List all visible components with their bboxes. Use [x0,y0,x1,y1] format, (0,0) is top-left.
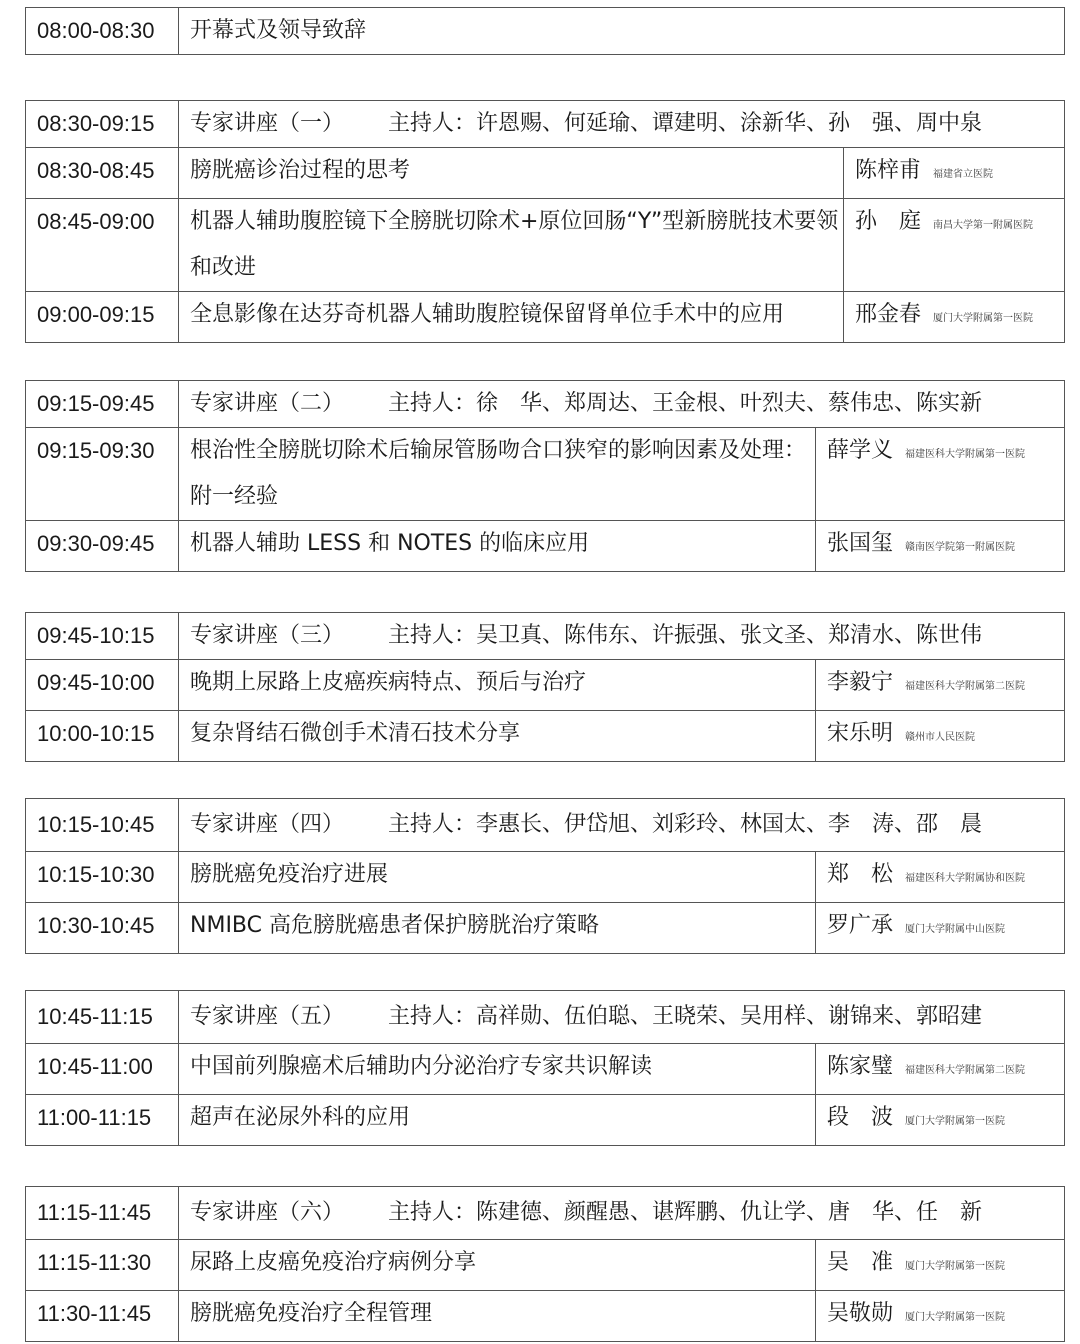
speaker-hospital: 厦门大学附属第一医院 [905,1312,1006,1323]
talk-topic: 机器人辅助 LESS 和 NOTES 的临床应用 [179,521,816,572]
talk-time: 08:30-08:45 [26,148,179,199]
speaker-name: 陈梓甫 [855,158,922,183]
session-block [25,798,1065,954]
session-title: 专家讲座（一） [190,111,345,136]
speaker-name: 张国玺 [827,531,894,556]
speaker-name: 罗广承 [827,913,894,938]
table-row [26,521,1065,572]
session-title: 专家讲座（四） [190,812,345,837]
speaker-hospital: 厦门大学附属第一医院 [905,1261,1006,1272]
session-block [25,100,1065,343]
session-time: 10:45-11:15 [26,991,179,1044]
speaker-name: 陈家璧 [827,1054,894,1079]
speaker-cell [816,1240,1065,1291]
speaker-hospital: 福建医科大学附属第二医院 [905,681,1026,692]
moderators: 主持人：李惠长、伊岱旭、刘彩玲、林国太、李 涛、邵 晨 [388,812,983,837]
session-title: 专家讲座（二） [190,391,345,416]
moderators: 主持人：许恩赐、何延瑜、谭建明、涂新华、孙 强、周中泉 [388,111,983,136]
table-row [26,148,1065,199]
table-row [26,660,1065,711]
session-header-row [26,613,1065,660]
speaker-cell [816,1095,1065,1146]
session-header [179,613,1065,660]
moderators: 主持人：徐 华、郑周达、王金根、叶烈夫、蔡伟忠、陈实新 [388,391,983,416]
session-header [179,381,1065,428]
talk-topic: 膀胱癌免疫治疗进展 [179,852,816,903]
talk-time: 11:15-11:30 [26,1240,179,1291]
talk-time: 09:00-09:15 [26,292,179,343]
table-row [26,852,1065,903]
talk-time: 10:30-10:45 [26,903,179,954]
talk-time: 10:00-10:15 [26,711,179,762]
speaker-hospital: 福建省立医院 [933,169,994,180]
talk-time: 11:30-11:45 [26,1291,179,1342]
speaker-name: 李毅宁 [827,670,894,695]
speaker-name: 薛学义 [827,438,894,463]
session-block [25,380,1065,572]
speaker-name: 段 波 [827,1105,894,1130]
session-header-row [26,799,1065,852]
speaker-hospital: 赣州市人民医院 [905,732,976,743]
session-title: 专家讲座（六） [190,1200,345,1225]
talk-topic: 全息影像在达芬奇机器人辅助腹腔镜保留肾单位手术中的应用 [179,292,844,343]
table-row [26,1044,1065,1095]
table-row [26,292,1065,343]
talk-topic: 晚期上尿路上皮癌疾病特点、预后与治疗 [179,660,816,711]
talk-time: 08:00-08:30 [26,8,179,55]
speaker-hospital: 赣南医学院第一附属医院 [905,542,1016,553]
speaker-cell [816,660,1065,711]
talk-topic: 膀胱癌免疫治疗全程管理 [179,1291,816,1342]
session-time: 11:15-11:45 [26,1187,179,1240]
session-header [179,101,1065,148]
talk-topic: 根治性全膀胱切除术后输尿管肠吻合口狭窄的影响因素及处理：附一经验 [179,428,816,521]
table-row [26,1240,1065,1291]
session-time: 10:15-10:45 [26,799,179,852]
session-header [179,1187,1065,1240]
speaker-cell [844,292,1065,343]
speaker-name: 宋乐明 [827,721,894,746]
speaker-hospital: 福建医科大学附属第二医院 [905,1065,1026,1076]
talk-time: 09:30-09:45 [26,521,179,572]
session-block [25,612,1065,762]
talk-time: 09:15-09:30 [26,428,179,521]
speaker-cell [844,199,1065,292]
speaker-cell [816,1044,1065,1095]
speaker-hospital: 厦门大学附属第一医院 [905,1116,1006,1127]
talk-topic: 中国前列腺癌术后辅助内分泌治疗专家共识解读 [179,1044,816,1095]
moderators: 主持人：陈建德、颜醒愚、谌辉鹏、仇让学、唐 华、任 新 [388,1200,983,1225]
session-block [25,7,1065,55]
talk-topic: 开幕式及领导致辞 [179,8,1065,55]
talk-topic: 复杂肾结石微创手术清石技术分享 [179,711,816,762]
speaker-hospital: 厦门大学附属中山医院 [905,924,1006,935]
talk-topic: 尿路上皮癌免疫治疗病例分享 [179,1240,816,1291]
session-time: 09:15-09:45 [26,381,179,428]
session-header-row [26,381,1065,428]
talk-topic: 机器人辅助腹腔镜下全膀胱切除术+原位回肠“Y”型新膀胱技术要领和改进 [179,199,844,292]
speaker-name: 孙 庭 [855,209,922,234]
session-title: 专家讲座（三） [190,623,345,648]
speaker-cell [816,428,1065,521]
table-row [26,199,1065,292]
session-header-row [26,101,1065,148]
speaker-hospital: 福建医科大学附属协和医院 [905,873,1026,884]
table-row [26,903,1065,954]
session-header [179,799,1065,852]
speaker-cell [844,148,1065,199]
table-row [26,8,1065,55]
speaker-name: 邢金春 [855,302,922,327]
speaker-name: 吴 准 [827,1250,894,1275]
talk-time: 09:45-10:00 [26,660,179,711]
session-block [25,990,1065,1146]
speaker-cell [816,711,1065,762]
talk-time: 10:15-10:30 [26,852,179,903]
session-header [179,991,1065,1044]
speaker-cell [816,1291,1065,1342]
moderators: 主持人：吴卫真、陈伟东、许振强、张文圣、郑清水、陈世伟 [388,623,983,648]
talk-topic: 膀胱癌诊治过程的思考 [179,148,844,199]
table-row [26,428,1065,521]
speaker-hospital: 南昌大学第一附属医院 [933,220,1034,231]
session-header-row [26,991,1065,1044]
session-time: 08:30-09:15 [26,101,179,148]
speaker-hospital: 福建医科大学附属第一医院 [905,449,1026,460]
talk-time: 10:45-11:00 [26,1044,179,1095]
speaker-name: 吴敬勋 [827,1301,894,1326]
talk-time: 08:45-09:00 [26,199,179,292]
speaker-cell [816,852,1065,903]
talk-topic: NMIBC 高危膀胱癌患者保护膀胱治疗策略 [179,903,816,954]
speaker-cell [816,903,1065,954]
session-block [25,1186,1065,1342]
moderators: 主持人：高祥勋、伍伯聪、王晓荣、吴用样、谢锦来、郭昭建 [388,1004,983,1029]
session-time: 09:45-10:15 [26,613,179,660]
speaker-name: 郑 松 [827,862,894,887]
speaker-hospital: 厦门大学附属第一医院 [933,313,1034,324]
table-row [26,711,1065,762]
table-row [26,1291,1065,1342]
speaker-cell [816,521,1065,572]
table-row [26,1095,1065,1146]
talk-topic: 超声在泌尿外科的应用 [179,1095,816,1146]
talk-time: 11:00-11:15 [26,1095,179,1146]
session-title: 专家讲座（五） [190,1004,345,1029]
session-header-row [26,1187,1065,1240]
